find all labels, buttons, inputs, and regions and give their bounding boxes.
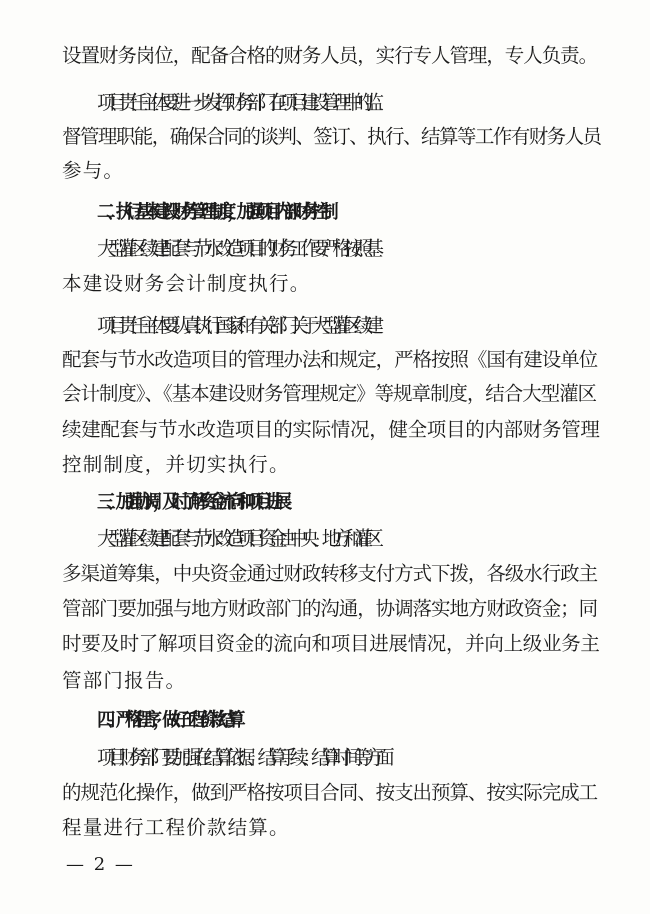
- body-line: 管部门报告。: [62, 669, 187, 692]
- body-line: 多渠道筹集，中央资金通过财政转移支付方式下拨，各级水行政主: [62, 562, 598, 585]
- body-line: 的规范化操作，做到严格按项目合同、按支出预算、按实际完成工: [62, 781, 598, 804]
- body-line: 项目责任主体要进一步发挥财务部门在项目建设管理中的监: [97, 91, 376, 114]
- body-line: 参与。: [62, 159, 125, 182]
- body-line: 控制制度，并切实执行。: [62, 453, 290, 476]
- section-heading: 四、严格程序，做好工程价款结算: [97, 710, 237, 731]
- body-line: 设置财务岗位，配备合格的财务人员，实行专人管理，专人负责。: [62, 44, 598, 67]
- body-line: 程量进行工程价款结算。: [62, 816, 290, 839]
- body-line: 会计制度》、《基本建设财务管理规定》等规章制度，结合大型灌区: [62, 382, 597, 405]
- body-line: 续建配套与节水改造项目的实际情况，健全项目的内部财务管理: [62, 418, 600, 441]
- body-line: 配套与节水改造项目的管理办法和规定，严格按照《国有建设单位: [62, 348, 598, 371]
- page-number: — 2 —: [66, 854, 135, 875]
- section-heading: 二、执行基本建设财务管理制度，加强项目内部财务控制: [97, 202, 330, 223]
- body-line: 时要及时了解项目资金的流向和项目进展情况，并向上级业务主: [62, 632, 600, 655]
- section-heading: 三、加强协调，及时了解资金流向和项目进展: [97, 492, 284, 513]
- body-line: 督管理职能，确保合同的谈判、签订、执行、结算等工作有财务人员: [62, 125, 601, 148]
- body-line: 大型灌区续建配套与节水改造项目资金由中央、地方和灌区: [97, 527, 376, 550]
- body-line: 大型灌区续建配套与节水改造项目的财务工作要严格按照基: [97, 237, 376, 260]
- body-line: 项目财务部门要加强在结算依据、结算手续、结算时间等方面: [97, 746, 386, 769]
- body-line: 项目责任主体要认真执行国家和有关部门关于大型灌区续建: [97, 314, 376, 337]
- body-line: 本建设财务会计制度执行。: [62, 272, 311, 295]
- body-line: 管部门要加强与地方财政部门的沟通，协调落实地方财政资金；同: [62, 597, 598, 620]
